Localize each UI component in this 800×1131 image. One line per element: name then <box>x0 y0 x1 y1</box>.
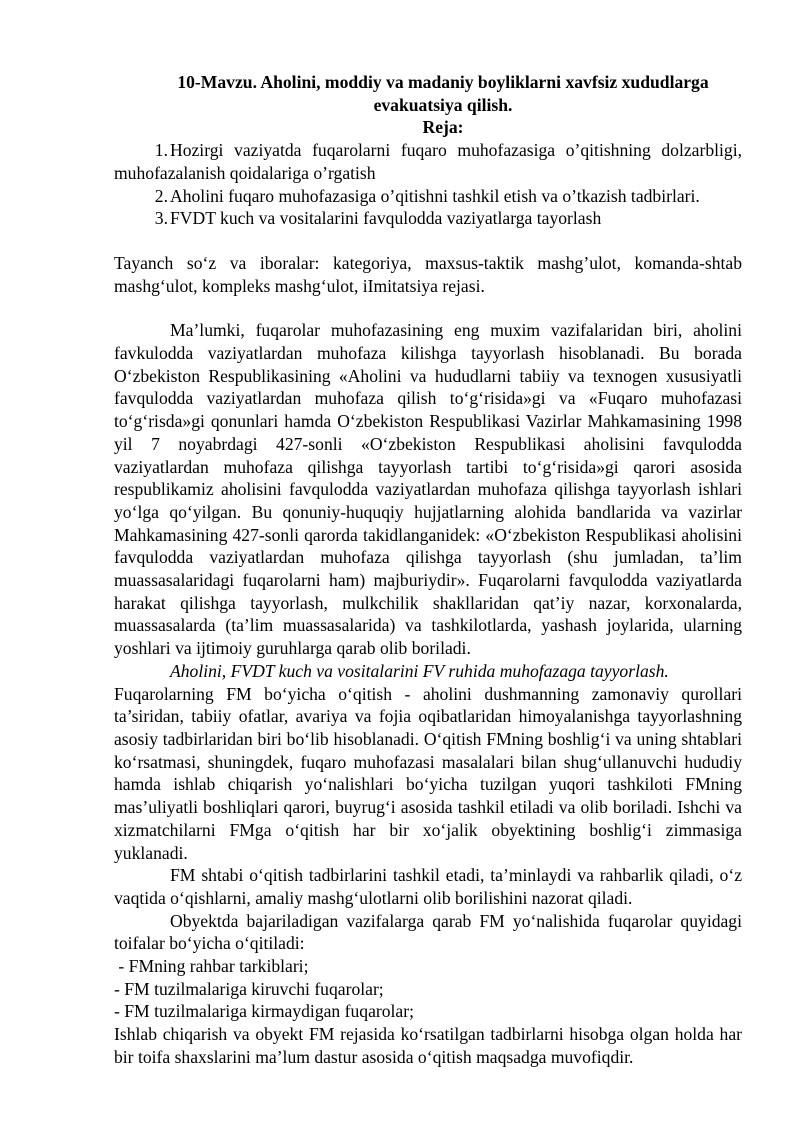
plan-item <box>114 185 742 208</box>
plan-item-text: Hozirgi vaziyatda fuqarolarni fuqaro muhofazasiga o’qitishning dolzarbligi, muhofazalanish qoidalariga o’rgatish <box>114 140 742 183</box>
plan-item-number: 1. <box>154 140 168 161</box>
body-paragraph: Ma’lumki, fuqarolar muhofazasining eng muxim vazifalaridan biri, aholini favkulodda vaziyatlardan muhofaza kilishga tayyorlash hisoblanadi. Bu borada O‘zbekiston Respublikasining «Aholini va hududlarni tabiiy va texnogen xususiyatli favqulodda vaziyatlardan muhofaza qilish to‘g‘risida»gi va «Fuqaro muhofazasi to‘g‘risda»gi qonunlari hamda O‘zbekiston Respublikasi Vazirlar Mahkamasining 1998 yil 7 noyabrdagi 427-sonli «O‘zbekiston Respublikasi aholisini favqulodda vaziyatlardan muhofaza qilishga tayyorlash tartibi to‘g‘risida»gi qarori asosida respublikamiz aholisini favqulodda vaziyatlardan muhofaza qilishga tayyorlash ishlari yo‘lga qo‘yilgan. Bu qonuniy-huquqiy hujjatlarning alohida bandlarida va vazirlar Mahkamasining 427-sonli qarorda takidlanganidek: «O‘zbekiston Respublikasi aholisini favqulodda vaziyatlardan muhofaza qilishga tayyorlash (shu jumladan, ta’lim muassasalaridagi fuqarolarni ham) majburiydir». Fuqarolarni favqulodda vaziyatlarda harakat qilishga tayyorlash, mulkchilik shakllaridan qat’iy nazar, korxonalarda, muassasalarda (ta’lim muassasalarida) va tashkilotlarda, yashash joylarida, ularning yoshlari va ijtimoiy guruhlarga qarab olib boriladi. <box>114 320 742 659</box>
document-title: 10-Mavzu. Aholini, moddiy va madaniy boyliklarni xavfsiz xududlarga evakuatsiya qilish. <box>177 72 709 115</box>
body-paragraph: Ishlab chiqarish va obyekt FM rejasida ko‘rsatilgan tadbirlarni hisobga olgan holda har bir toifa shaxslarini ma’lum dastur asosida o‘qitish maqsadga muvofiqdir. <box>114 1024 742 1067</box>
document-page <box>114 71 742 1069</box>
plan-item-number: 3. <box>154 208 168 229</box>
plan-item-text: FVDT kuch va vositalarini favqulodda vaziyatlarga tayorlash <box>170 208 602 229</box>
plan-list <box>114 139 742 230</box>
body-paragraph: FM shtabi o‘qitish tadbirlarini tashkil etadi, ta’minlaydi va rahbarlik qiladi, o‘z vaqtida o‘qishlarni, amaliy mashg‘ulotlarni olib borilishini nazorat qiladi. <box>114 865 742 908</box>
plan-heading: Reja: <box>422 117 464 138</box>
plan-item-text: Aholini fuqaro muhofazasiga o’qitishni tashkil etish va o’tkazish tadbirlari. <box>170 185 700 206</box>
category-item: - FM tuzilmalariga kirmaydigan fuqarolar; <box>114 1001 414 1022</box>
category-item: - FM tuzilmalariga kiruvchi fuqarolar; <box>114 978 384 999</box>
keywords-paragraph: Tayanch so‘z va iboralar: kategoriya, maxsus-taktik mashg’ulot, komanda-shtab mashg‘ulot, kompleks mashg‘ulot, iImitatsiya rejasi. <box>114 252 742 296</box>
body-paragraph: Obyektda bajariladigan vazifalarga qarab FM yo‘nalishida fuqarolar quyidagi toifalar bo‘yicha o‘qitiladi: <box>114 910 742 954</box>
category-item: - FMning rahbar tarkiblari; <box>114 956 309 977</box>
section-heading: Aholini, FVDT kuch va vositalarini FV ruhida muhofazaga tayyorlash. <box>170 660 669 681</box>
plan-item <box>114 139 742 184</box>
body-paragraph: Fuqarolarning FM bo‘yicha o‘qitish - aholini dushmanning zamonaviy qurollari ta’siridan, tabiiy ofatlar, avariya va fojia oqibatlaridan himoyalanishga tayyorlashning asosiy tadbirlaridan biri bo‘lib hisoblanadi. O‘qitish FMning boshlig‘i va uning shtablari ko‘rsatmasi, shuningdek, fuqaro muhofazasi masalalari bilan shug‘ullanuvchi hududiy hamda ishlab chiqarish yo‘nalishlari bo‘yicha tuzilgan yuqori tashkiloti FMning mas’uliyatli boshliqlari qarori, buyrug‘i asosida tashkil etiladi va olib boriladi. Ishchi va xizmatchilarni FMga o‘qitish har bir xo‘jalik obyektining boshlig‘i zimmasiga yuklanadi. <box>114 683 742 863</box>
plan-item-number: 2. <box>154 185 168 206</box>
plan-item <box>114 207 742 230</box>
